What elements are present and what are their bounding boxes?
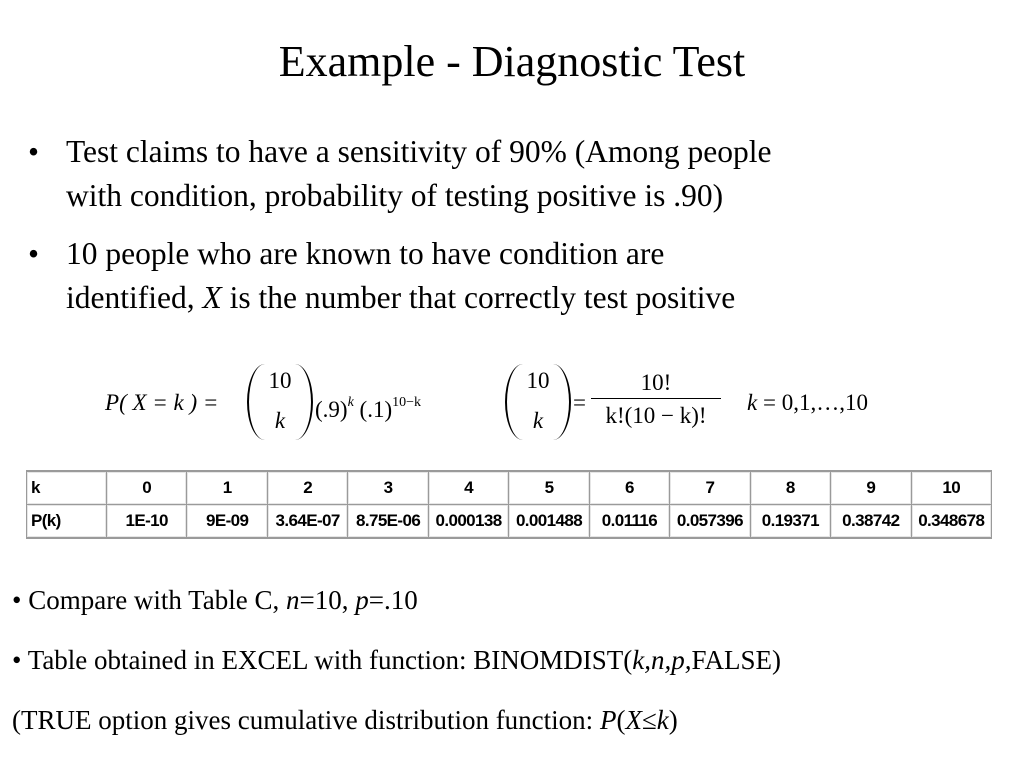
fraction-bar: [591, 398, 721, 399]
table-cell: 0.38742: [831, 505, 911, 539]
probability-table: [26, 470, 992, 539]
table-cell: 0.19371: [750, 505, 830, 539]
notes: [12, 582, 1012, 762]
table-cell: 0: [107, 471, 187, 505]
bullet-line: Test claims to have a sensitivity of 90% (Among people: [66, 134, 772, 169]
bullet-marker: •: [28, 134, 40, 169]
table-cell: 5: [509, 471, 589, 505]
table-cell: 8.75E-06: [348, 505, 428, 539]
bullet-sensitivity: [28, 130, 988, 218]
binomial-coefficient: 10 k: [247, 364, 313, 440]
pmf-terms: $(.9)^k$ $(.1)^{10-k}$: [315, 395, 422, 422]
bullet-line: with condition, probability of testing positive is .90): [66, 178, 724, 213]
table-cell: 9: [831, 471, 911, 505]
table-cell: 4: [428, 471, 508, 505]
formula-block: [105, 364, 925, 444]
note-true-option: (TRUE option gives cumulative distribution function: P(X≤k): [12, 705, 678, 735]
slide-title: Example - Diagnostic Test: [278, 37, 746, 86]
fraction-numerator: 10!: [640, 370, 672, 395]
row-header: P(k): [27, 505, 107, 539]
k-range: k = 0,1,…,10: [747, 390, 868, 415]
bullet-list: [28, 130, 988, 320]
table-cell: 0.000138: [428, 505, 508, 539]
note-excel: • Table obtained in EXCEL with function: BINOMDIST(k,n,p,FALSE): [12, 645, 781, 675]
table-cell: 6: [589, 471, 669, 505]
note-compare: • Compare with Table C, n=10, p=.10: [12, 585, 418, 615]
table-cell: 9E-09: [187, 505, 267, 539]
equals-sign: =: [573, 390, 586, 415]
table-cell: 7: [670, 471, 750, 505]
table-cell: 8: [750, 471, 830, 505]
pmf-lhs: P( X = k ) =: [105, 390, 219, 415]
table-cell: 0.057396: [670, 505, 750, 539]
fraction-denominator: k!(10 − k)!: [605, 403, 707, 428]
bullet-definition: [28, 232, 988, 320]
bullet-marker: •: [28, 236, 40, 271]
table-cell: 3: [348, 471, 428, 505]
table-cell: 1: [187, 471, 267, 505]
binomial-coefficient: 10 k: [505, 364, 571, 440]
bullet-line: identified, X is the number that correctly test positive: [66, 280, 736, 315]
table-cell: 0.001488: [509, 505, 589, 539]
variable-x: X: [202, 280, 222, 315]
table-cell: 10: [911, 471, 991, 505]
row-header: k: [27, 471, 107, 505]
table-cell: 3.64E-07: [267, 505, 347, 539]
table-cell: 1E-10: [107, 505, 187, 539]
binomial-fraction: [591, 370, 721, 429]
bullet-line: 10 people who are known to have condition are: [66, 236, 665, 271]
table-cell: 0.01116: [589, 505, 669, 539]
table-row-pk: [27, 505, 992, 539]
table-row-k: [27, 471, 992, 505]
table-cell: 2: [267, 471, 347, 505]
table-cell: 0.348678: [911, 505, 991, 539]
